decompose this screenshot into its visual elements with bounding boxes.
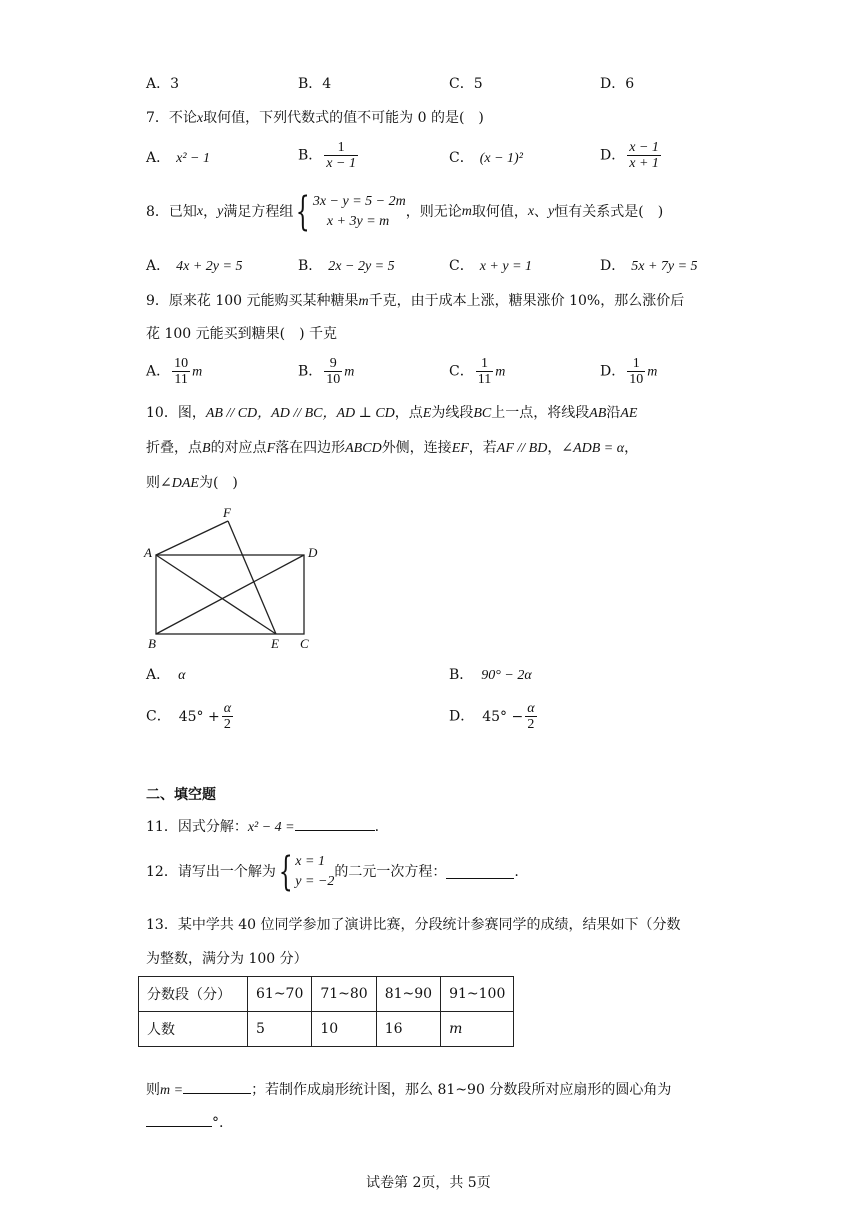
q10-option-a: A． α xyxy=(146,667,186,683)
segment-bd xyxy=(156,555,304,634)
q10-geometry-figure xyxy=(140,500,330,658)
q13-answer-line2: °. xyxy=(146,1114,223,1130)
q8-option-a: A． 4x + 2y = 5 xyxy=(146,258,243,274)
table-cell: 91~100 xyxy=(441,977,514,1012)
q13-blank-angle xyxy=(146,1114,212,1127)
label-c: C xyxy=(300,636,309,651)
table-cell: 61~70 xyxy=(248,977,312,1012)
table-cell: 81~90 xyxy=(376,977,440,1012)
q8-option-b: B． 2x − 2y = 5 xyxy=(298,258,395,274)
q9-stem-line1: 9．原来花 100 元能购买某种糖果m千克，由于成本上涨，糖果涨价 10%，那么涨价后 xyxy=(146,293,685,309)
q9-option-d: D． $\frac{1}{10}$ m xyxy=(600,356,658,387)
q12: 12．请写出一个解为 { x = 1 y = −2 的二元一次方程： . xyxy=(146,849,519,895)
label-e: E xyxy=(271,636,279,651)
q10-option-b: B． 90° − 2α xyxy=(449,667,532,683)
table-cell: m xyxy=(441,1012,514,1047)
section-title-fill-in: 二、填空题 xyxy=(146,787,216,803)
q10-stem-line2: 折叠，点B的对应点F落在四边形ABCD外侧，连接EF，若AF // BD，∠ADB = α， xyxy=(146,440,639,456)
q10-option-c: C． 45° + $\frac{\alpha}{2}$ xyxy=(146,701,232,732)
table-cell: 16 xyxy=(376,1012,440,1047)
q7-option-d: D． $\frac{x - 1}{x + 1}$ xyxy=(600,140,659,171)
q12-equation-system: { x = 1 y = −2 xyxy=(278,849,335,895)
q6-option-c: C．5 xyxy=(449,76,483,92)
q8-stem: 8．已知 x ， y 满足方程组 { 3x − y = 5 − 2m x + 3y = m ，则无论 m 取何值， x 、 y 恒有关系式是( ) xyxy=(146,189,664,235)
q6-option-b: B．4 xyxy=(298,76,332,92)
label-d: D xyxy=(308,545,318,560)
label-a: A xyxy=(144,545,152,560)
q11: 11．因式分解：x² − 4 = . xyxy=(146,819,380,835)
label-b: B xyxy=(148,636,156,651)
table-cell: 5 xyxy=(248,1012,312,1047)
table-cell: 人数 xyxy=(139,1012,248,1047)
q10-stem-line3: 则∠DAE为( ) xyxy=(146,475,238,491)
q8-equation-system: { 3x − y = 5 − 2m x + 3y = m xyxy=(296,189,406,235)
label-f: F xyxy=(223,505,231,520)
q10-stem-line1: 10．图，AB // CD，AD // BC，AD ⊥ CD，点E为线段BC上一点，将线段AB沿AE xyxy=(146,405,638,421)
table-cell: 10 xyxy=(312,1012,376,1047)
q9-option-a: A． $\frac{10}{11}$ m xyxy=(146,356,203,387)
q10-option-d: D． 45° − $\frac{\alpha}{2}$ xyxy=(449,701,535,732)
q6-option-d: D．6 xyxy=(600,76,635,92)
q13-stem-line1: 13．某中学共 40 位同学参加了演讲比赛，分段统计参赛同学的成绩，结果如下（分数 xyxy=(146,917,681,933)
table-row xyxy=(139,1012,514,1047)
page-footer: 试卷第 2页，共 5页 xyxy=(366,1175,491,1191)
q9-option-b: B． $\frac{9}{10}$ m xyxy=(298,356,355,387)
q13-blank-m xyxy=(183,1081,251,1094)
q13-stem-line2: 为整数，满分为 100 分） xyxy=(146,951,308,967)
q6-option-a: A．3 xyxy=(146,76,180,92)
q9-stem-line2: 花 100 元能买到糖果( ) 千克 xyxy=(146,326,337,342)
q11-answer-blank xyxy=(295,818,375,831)
segment-af xyxy=(156,521,228,555)
score-table xyxy=(138,976,514,1047)
q8-option-c: C． x + y = 1 xyxy=(449,258,533,274)
table-cell: 分数段（分） xyxy=(139,977,248,1012)
segment-ef xyxy=(228,521,276,634)
q13-answer-line1: 则m = ；若制作成扇形统计图，那么 81~90 分数段所对应扇形的圆心角为 xyxy=(146,1082,672,1098)
q9-option-c: C． $\frac{1}{11}$ m xyxy=(449,356,506,387)
table-cell: 71~80 xyxy=(312,977,376,1012)
q7-option-c: C． (x − 1)² xyxy=(449,150,523,166)
q7-stem: 7．不论x取何值，下列代数式的值不可能为 0 的是( ) xyxy=(146,110,484,126)
q7-option-b: B． $\frac{1}{x - 1}$ xyxy=(298,140,356,171)
q7-option-a: A． x² − 1 xyxy=(146,150,210,166)
q12-answer-blank xyxy=(446,866,514,879)
segment-ae xyxy=(156,555,276,634)
table-row xyxy=(139,977,514,1012)
q8-option-d: D． 5x + 7y = 5 xyxy=(600,258,698,274)
